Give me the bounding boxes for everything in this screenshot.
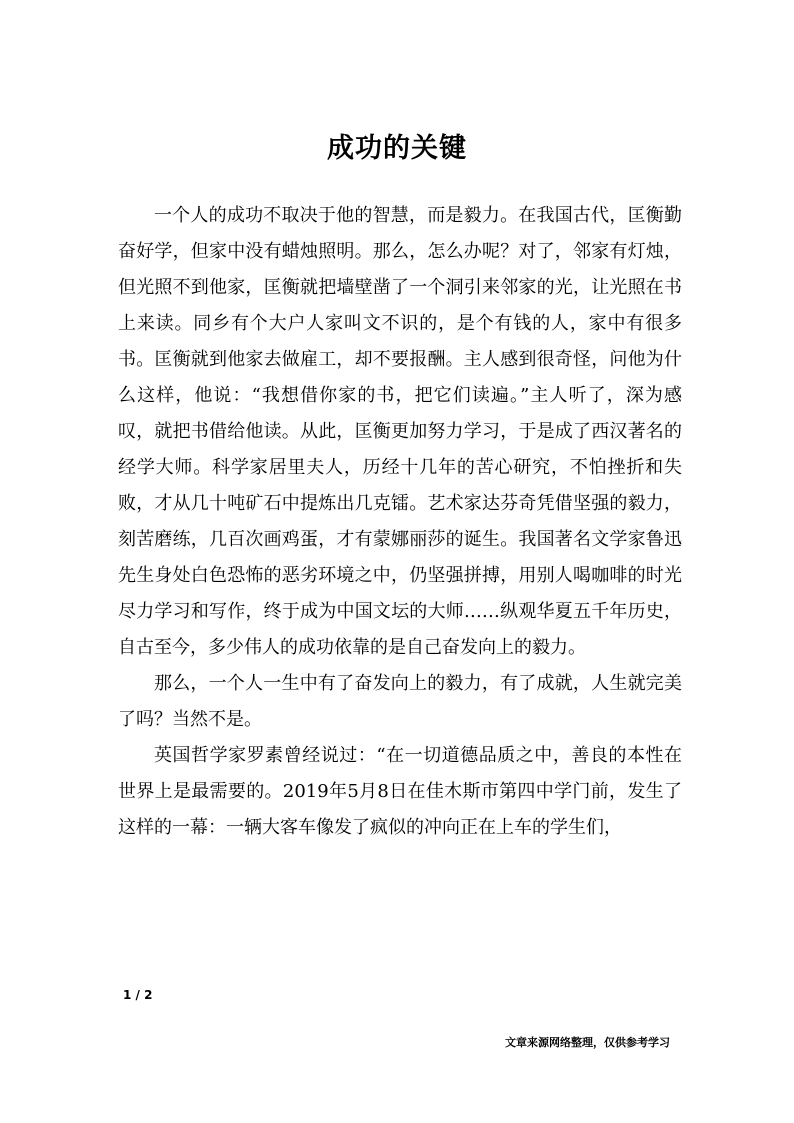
document-body	[118, 198, 682, 846]
paragraph-2: 那么，一个人一生中有了奋发向上的毅力，有了成就，人生就完美了吗？当然不是。	[118, 673, 682, 730]
page-number: 1 / 2	[123, 988, 153, 1002]
paragraph-3: 英国哲学家罗素曾经说过：“在一切道德品质之中，善良的本性在世界上是最需要的。2019年5月8日在佳木斯市第四中学门前，发生了这样的一幕：一辆大客车像发了疯似的冲向正在上车的学生们，	[118, 745, 682, 838]
footer-note: 文章来源网络整理，仅供参考学习	[505, 1036, 670, 1049]
page-title: 成功的关键	[327, 133, 467, 164]
paragraph-1: 一个人的成功不取决于他的智慧，而是毅力。在我国古代，匡衡勤奋好学，但家中没有蜡烛照明。那么，怎么办呢？对了，邻家有灯烛，但光照不到他家，匡衡就把墙壁凿了一个洞引来邻家的光，让光照在书上来读。同乡有个大户人家叫文不识的，是个有钱的人，家中有很多书。匡衡就到他家去做雇工，却不要报酬。主人感到很奇怪，问他为什么这样，他说：“我想借你家的书，把它们读遍。”主人听了，深为感叹，就把书借给他读。从此，匡衡更加努力学习，于是成了西汉著名的经学大师。科学家居里夫人，历经十几年的苦心研究，不怕挫折和失败，才从几十吨矿石中提炼出几克镭。艺术家达芬奇凭借坚强的毅力，刻苦磨练，几百次画鸡蛋，才有蒙娜丽莎的诞生。我国著名文学家鲁迅先生身处白色恐怖的恶劣环境之中，仍坚强拼搏，用别人喝咖啡的时光尽力学习和写作，终于成为中国文坛的大师……纵观华夏五千年历史，自古至今，多少伟人的成功依靠的是自己奋发向上的毅力。	[118, 205, 682, 658]
